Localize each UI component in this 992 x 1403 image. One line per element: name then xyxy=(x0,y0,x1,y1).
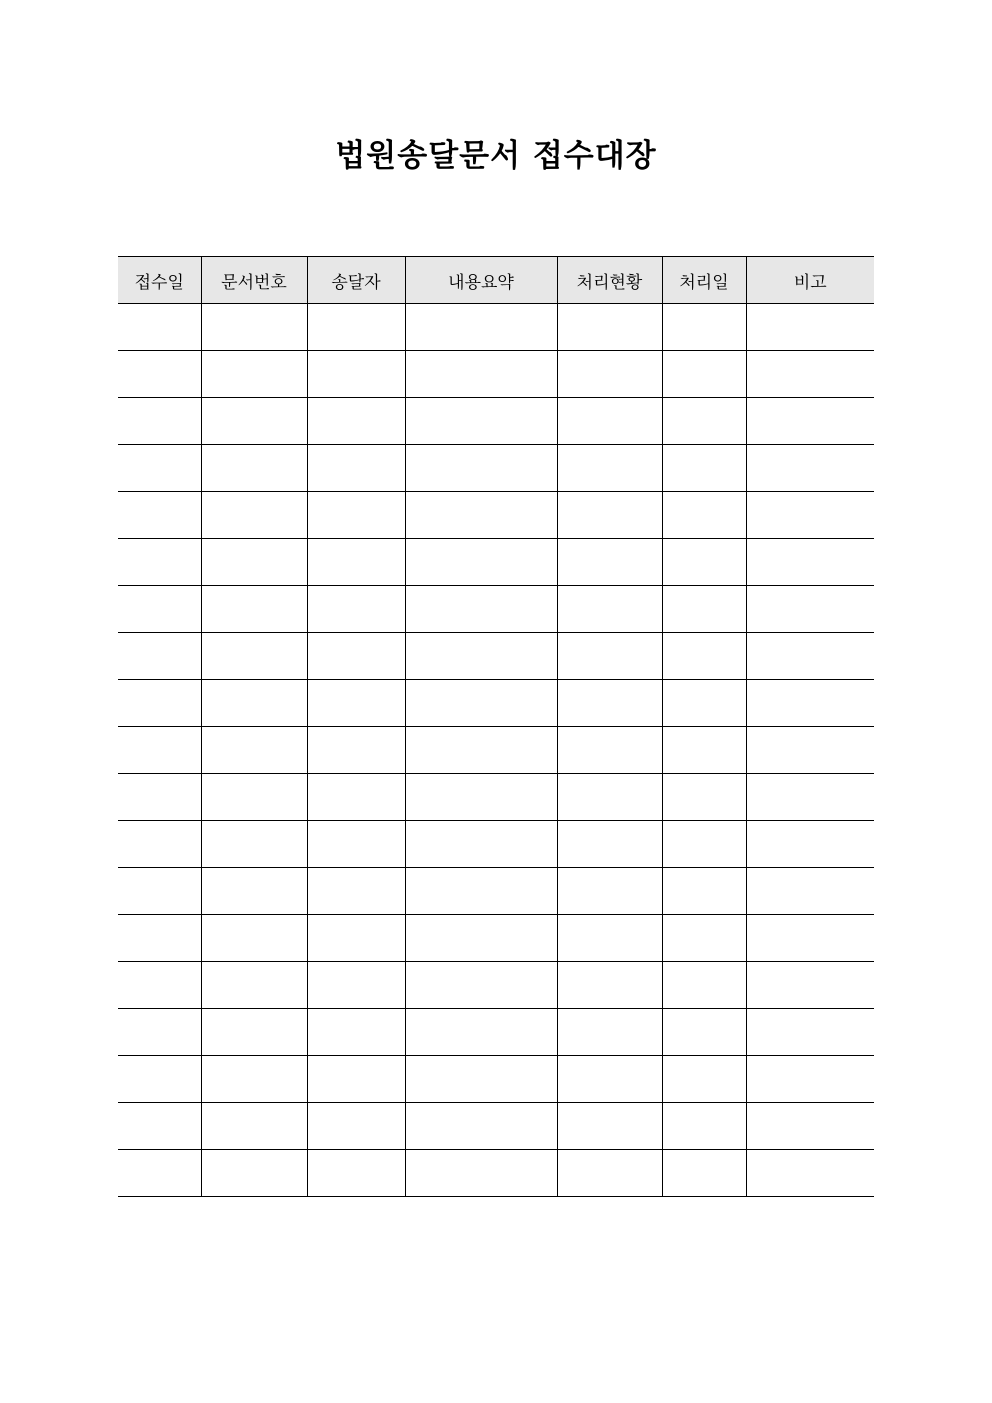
table-cell xyxy=(405,1150,557,1197)
table-cell xyxy=(307,1009,405,1056)
table-cell xyxy=(746,539,874,586)
table-cell xyxy=(201,727,307,774)
table-cell xyxy=(201,633,307,680)
table-cell xyxy=(662,1056,746,1103)
table-cell xyxy=(201,586,307,633)
table-cell xyxy=(307,821,405,868)
table-row xyxy=(118,727,874,774)
table-cell xyxy=(746,915,874,962)
table-cell xyxy=(557,398,662,445)
table-cell xyxy=(746,868,874,915)
table-cell xyxy=(307,774,405,821)
column-header-receipt-date: 접수일 xyxy=(118,257,201,304)
table-cell xyxy=(746,304,874,351)
table-row xyxy=(118,868,874,915)
table-cell xyxy=(118,304,201,351)
table-row xyxy=(118,398,874,445)
table-cell xyxy=(201,398,307,445)
table-cell xyxy=(405,1009,557,1056)
table-cell xyxy=(662,915,746,962)
table-cell xyxy=(557,304,662,351)
table-cell xyxy=(307,1056,405,1103)
column-header-document-number: 문서번호 xyxy=(201,257,307,304)
table-cell xyxy=(307,1150,405,1197)
table-cell xyxy=(662,727,746,774)
table-cell xyxy=(557,868,662,915)
table-cell xyxy=(118,1056,201,1103)
table-cell xyxy=(118,445,201,492)
table-cell xyxy=(746,1009,874,1056)
table-cell xyxy=(405,1103,557,1150)
table-cell xyxy=(307,727,405,774)
table-cell xyxy=(118,586,201,633)
table-cell xyxy=(201,539,307,586)
table-row xyxy=(118,304,874,351)
table-cell xyxy=(118,633,201,680)
table-cell xyxy=(405,539,557,586)
table-body xyxy=(118,304,874,1197)
table-cell xyxy=(662,304,746,351)
table-cell xyxy=(118,1150,201,1197)
table-cell xyxy=(307,868,405,915)
table-cell xyxy=(746,445,874,492)
table-cell xyxy=(662,1103,746,1150)
table-cell xyxy=(405,774,557,821)
table-cell xyxy=(405,868,557,915)
table-cell xyxy=(746,351,874,398)
table-cell xyxy=(662,1009,746,1056)
table-cell xyxy=(746,962,874,1009)
table-cell xyxy=(557,821,662,868)
table-cell xyxy=(307,492,405,539)
table-cell xyxy=(307,586,405,633)
table-cell xyxy=(118,821,201,868)
table-cell xyxy=(118,351,201,398)
document-title: 법원송달문서 접수대장 xyxy=(335,138,657,174)
table-cell xyxy=(405,962,557,1009)
table-cell xyxy=(662,539,746,586)
table-cell xyxy=(662,492,746,539)
table-cell xyxy=(557,1103,662,1150)
table-cell xyxy=(405,586,557,633)
table-row xyxy=(118,915,874,962)
table-row xyxy=(118,586,874,633)
table-row xyxy=(118,445,874,492)
table-row xyxy=(118,680,874,727)
table-cell xyxy=(662,962,746,1009)
table-row xyxy=(118,633,874,680)
table-cell xyxy=(118,398,201,445)
table-cell xyxy=(405,727,557,774)
table-cell xyxy=(307,962,405,1009)
receipt-ledger-table xyxy=(118,256,874,1197)
column-header-status: 처리현황 xyxy=(557,257,662,304)
table-row xyxy=(118,351,874,398)
table-cell xyxy=(662,633,746,680)
table-cell xyxy=(405,492,557,539)
table-cell xyxy=(557,445,662,492)
table-cell xyxy=(557,962,662,1009)
table-cell xyxy=(201,1103,307,1150)
table-row xyxy=(118,1103,874,1150)
table-row xyxy=(118,774,874,821)
table-cell xyxy=(118,539,201,586)
table-row xyxy=(118,492,874,539)
table-cell xyxy=(201,821,307,868)
table-cell xyxy=(307,539,405,586)
table-cell xyxy=(662,680,746,727)
table-cell xyxy=(557,539,662,586)
table-cell xyxy=(405,1056,557,1103)
table-cell xyxy=(557,1009,662,1056)
table-cell xyxy=(201,1056,307,1103)
table-cell xyxy=(662,586,746,633)
table-cell xyxy=(662,868,746,915)
table-cell xyxy=(201,680,307,727)
table-row xyxy=(118,1056,874,1103)
table-cell xyxy=(118,915,201,962)
table-row xyxy=(118,962,874,1009)
table-cell xyxy=(746,586,874,633)
table-cell xyxy=(746,1056,874,1103)
column-header-sender: 송달자 xyxy=(307,257,405,304)
table-cell xyxy=(201,962,307,1009)
table-cell xyxy=(405,633,557,680)
table-cell xyxy=(118,774,201,821)
table-cell xyxy=(746,1150,874,1197)
table-cell xyxy=(557,1056,662,1103)
table-cell xyxy=(662,1150,746,1197)
table-cell xyxy=(307,398,405,445)
table-cell xyxy=(118,680,201,727)
table-cell xyxy=(201,1009,307,1056)
table-cell xyxy=(405,915,557,962)
table-cell xyxy=(118,868,201,915)
table-cell xyxy=(746,633,874,680)
table-cell xyxy=(201,1150,307,1197)
table-cell xyxy=(557,727,662,774)
table-cell xyxy=(201,445,307,492)
table-cell xyxy=(118,727,201,774)
table-cell xyxy=(201,351,307,398)
table-row xyxy=(118,1150,874,1197)
table-cell xyxy=(201,774,307,821)
table-cell xyxy=(557,492,662,539)
column-header-summary: 내용요약 xyxy=(405,257,557,304)
table-cell xyxy=(307,633,405,680)
table-cell xyxy=(746,680,874,727)
table-cell xyxy=(662,821,746,868)
table-header-row xyxy=(118,257,874,304)
table-cell xyxy=(557,680,662,727)
table-row xyxy=(118,539,874,586)
table-cell xyxy=(557,1150,662,1197)
table-cell xyxy=(557,915,662,962)
table-cell xyxy=(405,304,557,351)
table-cell xyxy=(405,445,557,492)
table-cell xyxy=(118,962,201,1009)
table-cell xyxy=(201,915,307,962)
table-cell xyxy=(307,304,405,351)
table-cell xyxy=(307,915,405,962)
table-cell xyxy=(307,680,405,727)
table-cell xyxy=(746,774,874,821)
table-cell xyxy=(201,492,307,539)
table-cell xyxy=(405,821,557,868)
table-cell xyxy=(662,445,746,492)
table-cell xyxy=(662,398,746,445)
table-cell xyxy=(557,586,662,633)
table-cell xyxy=(557,633,662,680)
table-cell xyxy=(405,351,557,398)
table-cell xyxy=(307,1103,405,1150)
table-cell xyxy=(557,774,662,821)
table-cell xyxy=(746,821,874,868)
table-cell xyxy=(118,1103,201,1150)
table-cell xyxy=(307,351,405,398)
table-cell xyxy=(118,492,201,539)
table-cell xyxy=(746,492,874,539)
table-cell xyxy=(662,774,746,821)
column-header-remarks: 비고 xyxy=(746,257,874,304)
table-cell xyxy=(746,727,874,774)
column-header-processed-date: 처리일 xyxy=(662,257,746,304)
table-cell xyxy=(746,398,874,445)
table-cell xyxy=(201,868,307,915)
table-row xyxy=(118,1009,874,1056)
table-cell xyxy=(557,351,662,398)
table-cell xyxy=(405,398,557,445)
table-cell xyxy=(307,445,405,492)
table-cell xyxy=(118,1009,201,1056)
table-cell xyxy=(201,304,307,351)
table-cell xyxy=(405,680,557,727)
table-row xyxy=(118,821,874,868)
table-cell xyxy=(662,351,746,398)
table-cell xyxy=(746,1103,874,1150)
